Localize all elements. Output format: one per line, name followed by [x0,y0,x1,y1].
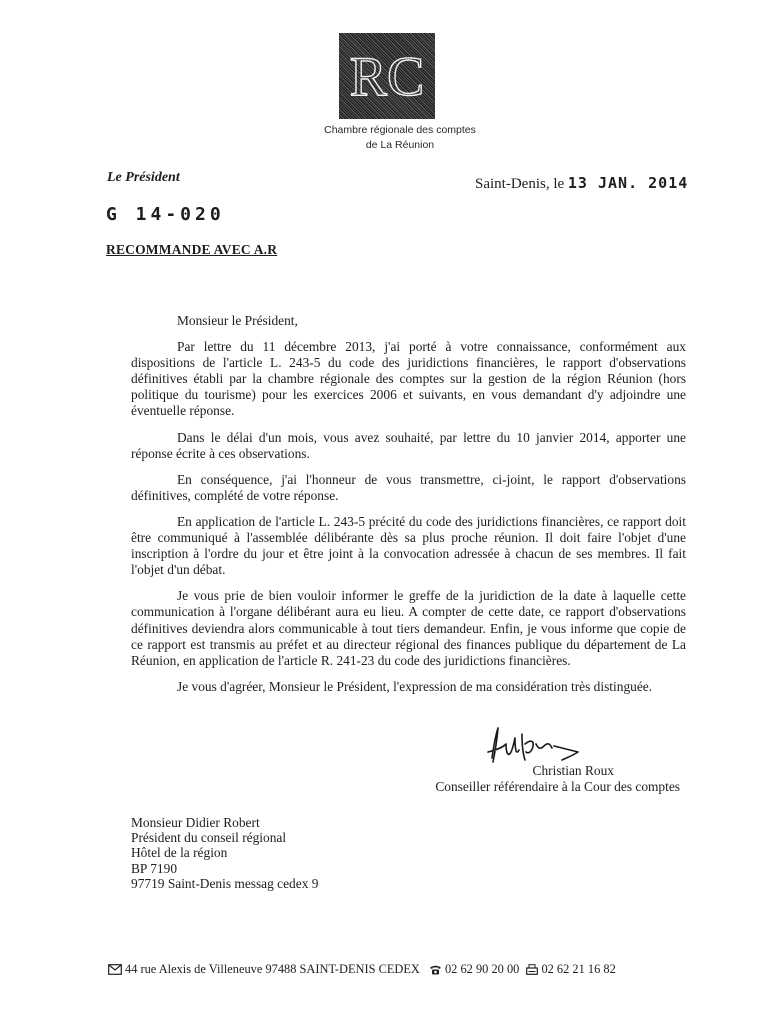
footer-phone: 02 62 90 20 00 [444,962,520,976]
paragraph: Par lettre du 11 décembre 2013, j'ai porté à votre connaissance, conformément aux dispositions de l'article L. 243-5 du code des juridictions financières, le rapport d'observations définitives établi par la chambre régionale des comptes sur la gestion de la région Réunion (hors politique du tourisme) pour les exercices 2006 et suivants, en vous demandant d'y adjoindre une éventuelle réponse. [131,339,686,419]
place-prefix: Saint-Denis, le [475,176,565,192]
footer-fax: 02 62 21 16 82 [541,962,616,976]
envelope-icon [108,964,122,979]
recipient-address [131,815,318,891]
paragraph: Dans le délai d'un mois, vous avez souhaité, par lettre du 10 janvier 2014, apporter une réponse écrite à ces observations. [131,429,686,461]
signatory-name: Christian Roux [532,763,614,778]
institution-region: de La Réunion [365,139,435,151]
chamber-logo-mark [339,33,435,119]
signatory-title: Conseiller référendaire à la Cour des comptes [435,779,680,794]
sender-role: Le Président [107,170,180,185]
logo-letters: RC [349,46,425,108]
letter-body [131,313,686,695]
closing-paragraph: Je vous d'agréer, Monsieur le Président, l'expression de ma considération très distinguée. [177,678,653,694]
delivery-mode: RECOMMANDE AVEC A.R [106,242,278,257]
recipient-title: Président du conseil régional [131,830,287,846]
paragraph: Je vous prie de bien vouloir informer le greffe de la juridiction de la date à laquelle cette communication à l'organe délibérant aura eu lieu. A compter de cette date, ce rapport d'observations définitives deviendra alors communicable à tout tiers demandeur. Enfin, je vous informe que copie de ce rapport est transmis au préfet et au directeur régional des finances publique du département de La Réunion, en application de l'article R. 241-23 du code des juridictions financières. [131,588,686,668]
fax-icon [526,964,538,979]
recipient-building: Hôtel de la région [131,845,228,861]
institution-name: Chambre régionale des comptes [324,124,476,136]
footer-contact [108,962,688,979]
place-date [475,174,688,193]
chamber-logo [339,33,435,119]
paragraph: En conséquence, j'ai l'honneur de vous transmettre, ci-joint, le rapport d'observations définitives, complété de votre réponse. [131,471,686,503]
footer-address: 44 rue Alexis de Villeneuve 97488 SAINT-DENIS CEDEX [125,962,420,976]
date-stamp: 13 JAN. 2014 [567,174,689,192]
telephone-icon [429,964,442,979]
reference-number: G 14-020 [106,204,225,225]
recipient-city: 97719 Saint-Denis messag cedex 9 [131,875,319,891]
recipient-name: Monsieur Didier Robert [131,815,260,830]
paragraph: En application de l'article L. 243-5 précité du code des juridictions financières, ce rapport doit être communiqué à l'assemblée délibérante dès sa plus proche réunion. Il doit faire l'objet d'une inscription à l'ordre du jour et être joint à la convocation adressée à chacun de ses membres. Il fait l'objet d'un débat. [131,513,686,578]
recipient-po-box: BP 7190 [131,860,178,876]
salutation: Monsieur le Président, [177,313,298,328]
